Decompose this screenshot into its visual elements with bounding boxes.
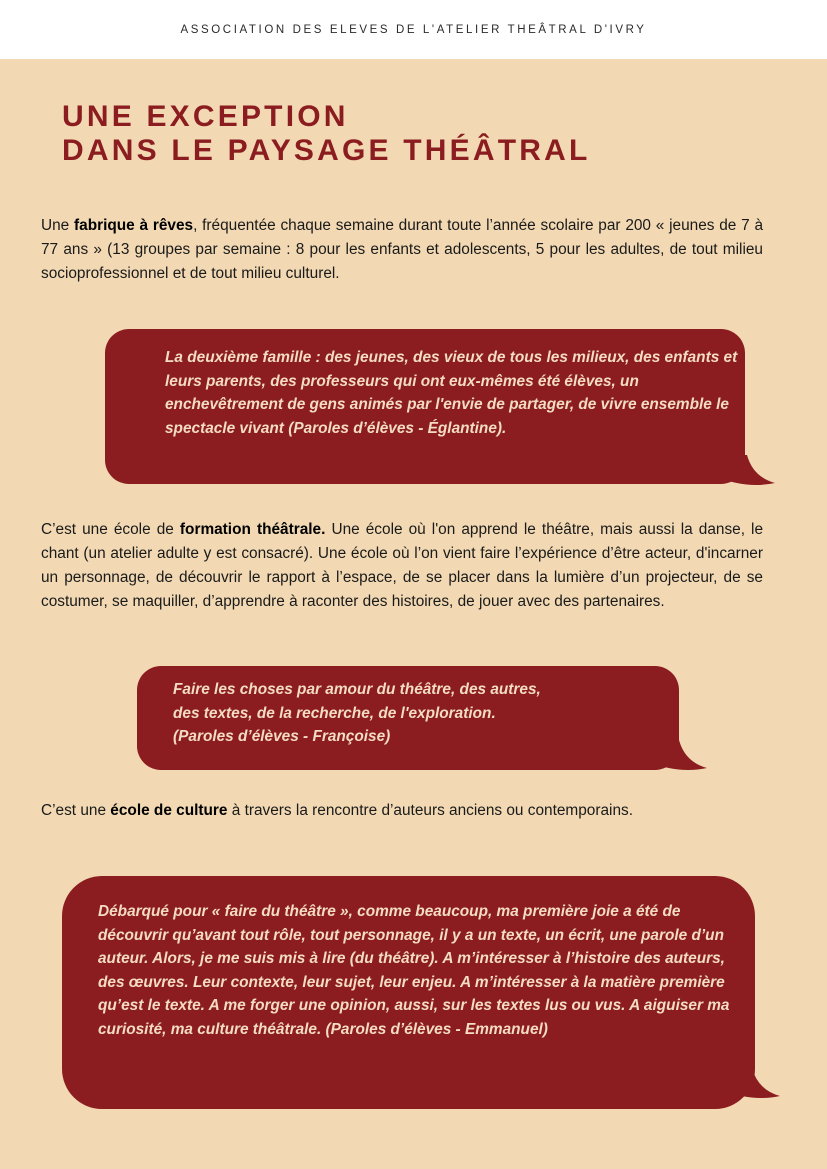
- quote-line: (Paroles d’élèves - Françoise): [173, 728, 391, 745]
- quote-text: [173, 678, 673, 749]
- speech-bubble-tail-icon: [717, 455, 777, 489]
- quote-text: La deuxième famille : des jeunes, des vieux de tous les milieux, des enfants et leurs parents, des professeurs qui ont eux-mêmes été élèves, un enchevêtrement de gens animés par l'envie de partager, de vivre ensemble le spectacle vivant (Paroles d’élèves - Églantine).: [165, 349, 738, 437]
- paragraph-text: , fréquentée chaque semaine durant toute l’année scolaire par 200 « jeunes de 7 à 77 ans » (13 groupes par semaine : 8 pour les enfants et adolescents, 5 pour les adultes, de tout milieu socioprofessionnel et de tout milieu culturel.: [41, 217, 763, 282]
- paragraph-highlight: école de culture: [110, 802, 228, 819]
- header-band: [0, 0, 827, 59]
- paragraph-text: C’est une: [41, 802, 111, 819]
- title-line-2: DANS LE PAYSAGE THÉÂTRAL: [62, 134, 591, 167]
- speech-bubble-eglantine: [105, 329, 745, 484]
- title-line-1: UNE EXCEPTION: [62, 100, 349, 133]
- speech-bubble-francoise: [137, 666, 679, 770]
- quote-line: des textes, de la recherche, de l'exploration.: [173, 704, 496, 722]
- quote-text: Débarqué pour « faire du théâtre », comme beaucoup, ma première joie a été de découvrir qu’avant tout rôle, tout personnage, il y a un texte, un écrit, une parole d’un auteur. Alors, je me suis mis à lire (du théâtre). A m’intéresser à l’histoire des auteurs, des œuvres. Leur contexte, leur sujet, leur enjeu. A m’intéresser à la matière première qu’est le texte. A me forger une opinion, aussi, sur les textes lus ou vus. A aiguiser ma curiosité, ma culture théâtrale. (Paroles d’élèves - Emmanuel): [98, 903, 730, 1038]
- speech-bubble-tail-icon: [722, 1068, 782, 1102]
- paragraph-formation: [41, 518, 763, 614]
- paragraph-culture: [41, 799, 763, 823]
- speech-bubble-tail-icon: [649, 740, 709, 774]
- page-title: [62, 100, 591, 168]
- paragraph-text: Une école où l'on apprend le théâtre, mais aussi la danse, le chant (un atelier adulte y est consacré). Une école où l’on vient faire l’expérience d’être acteur, d'incarner un personnage, de découvrir le rapport à l’espace, de se placer dans la lumière d’un projecteur, de se costumer, se maquiller, d’apprendre à raconter des histoires, de jouer avec des partenaires.: [41, 521, 764, 610]
- paragraph-text: C’est une école de: [41, 521, 180, 538]
- paragraph-fabrique: [41, 214, 763, 286]
- speech-bubble-emmanuel: [62, 876, 755, 1109]
- paragraph-highlight: formation théâtrale.: [179, 521, 326, 538]
- paragraph-text: à travers la rencontre d’auteurs anciens ou contemporains.: [227, 802, 633, 819]
- quote-line: Faire les choses par amour du théâtre, des autres,: [173, 681, 541, 698]
- association-name: ASSOCIATION DES ELEVES DE L'ATELIER THEÂTRAL D'IVRY: [180, 23, 647, 36]
- paragraph-text: Une: [41, 217, 75, 234]
- paragraph-highlight: fabrique à rêves: [74, 217, 194, 234]
